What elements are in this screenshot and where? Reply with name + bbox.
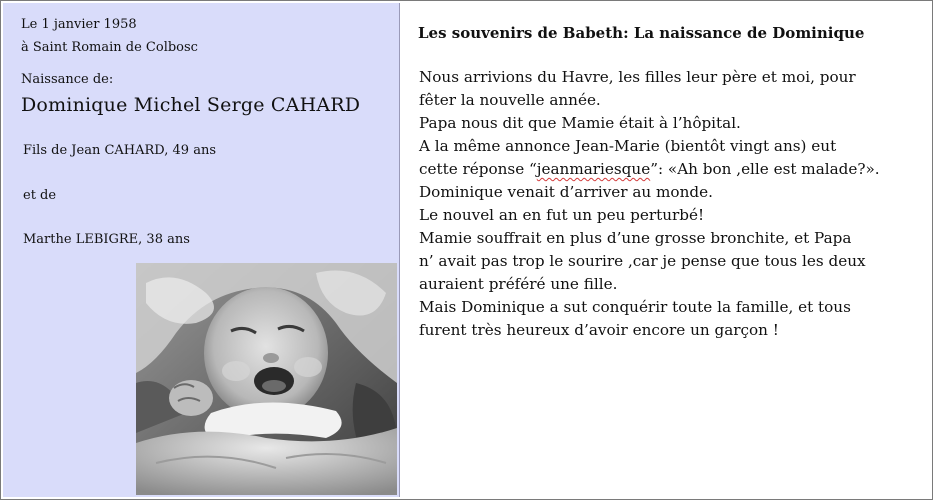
birth-date: Le 1 janvier 1958 <box>21 17 137 32</box>
story-line: furent très heureux d’avoir encore un garçon ! <box>419 321 779 339</box>
spellcheck-word: jeanmariesque <box>536 160 651 178</box>
birth-announcement-panel <box>3 3 400 497</box>
story-line <box>419 158 919 181</box>
story-line: Papa nous dit que Mamie était à l’hôpital. <box>419 114 741 132</box>
story-line: Mais Dominique a sut conquérir toute la famille, et tous <box>419 298 851 316</box>
story-line: auraient préféré une fille. <box>419 275 618 293</box>
story-fragment: cette réponse “ <box>419 160 537 178</box>
and-line: et de <box>23 188 57 203</box>
baby-photo <box>136 263 397 495</box>
story-body <box>419 66 919 342</box>
birth-label: Naissance de: <box>21 72 114 87</box>
mother-line: Marthe LEBIGRE, 38 ans <box>23 232 190 247</box>
story-line: Mamie souffrait en plus d’une grosse bronchite, et Papa <box>419 229 852 247</box>
father-line: Fils de Jean CAHARD, 49 ans <box>23 143 216 158</box>
story-line: Nous arrivions du Havre, les filles leur père et moi, pour <box>419 68 856 86</box>
story-fragment: ”: «Ah bon ,elle est malade?». <box>650 160 880 178</box>
story-line: Le nouvel an en fut un peu perturbé! <box>419 206 705 224</box>
story-line: n’ avait pas trop le sourire ,car je pense que tous les deux <box>419 252 866 270</box>
story-line: fêter la nouvelle année. <box>419 91 601 109</box>
story-panel <box>401 3 930 497</box>
story-line: A la même annonce Jean-Marie (bientôt vingt ans) eut <box>419 137 837 155</box>
birth-place: à Saint Romain de Colbosc <box>21 40 198 55</box>
child-name: Dominique Michel Serge CAHARD <box>21 94 361 116</box>
story-title: Les souvenirs de Babeth: La naissance de Dominique <box>418 24 865 42</box>
story-line: Dominique venait d’arriver au monde. <box>419 183 713 201</box>
